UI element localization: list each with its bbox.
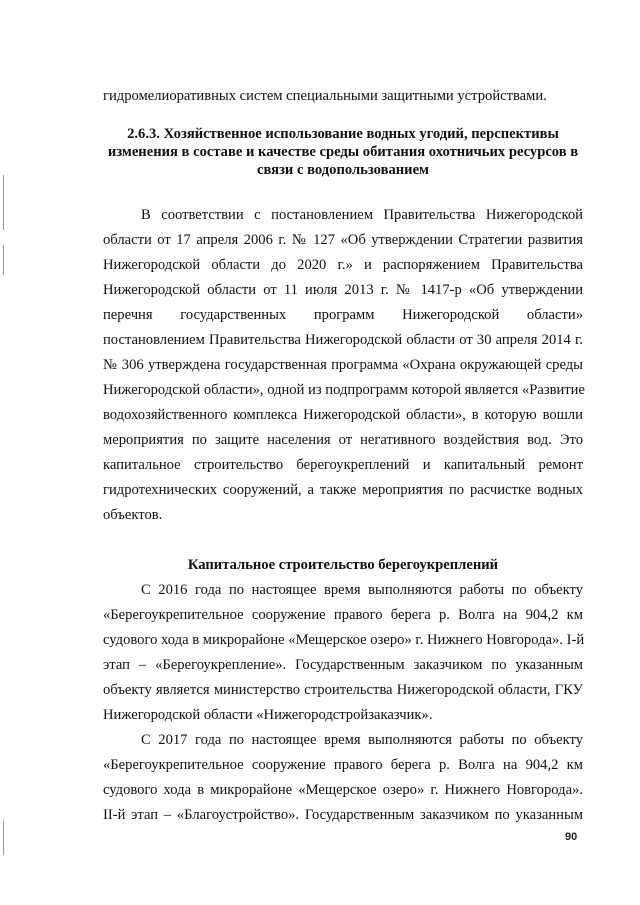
paragraph-line: № 306 утверждена государственная программа «Охрана окружающей среды — [103, 357, 583, 373]
paragraph-line: гидротехнических сооружений, а также мероприятия по расчистке водных — [103, 482, 583, 498]
section-heading-line: изменения в составе и качестве среды обитания охотничьих ресурсов в — [107, 144, 579, 160]
scan-edge-mark — [3, 820, 4, 855]
paragraph-line: Нижегородской области от 11 июля 2013 г. № 1417-р «Об утверждении — [103, 282, 583, 298]
paragraph-line: Нижегородской области», одной из подпрограмм которой является «Развитие — [103, 382, 585, 398]
paragraph-line: II-й этап – «Благоустройство». Государственным заказчиком по указанным — [103, 807, 583, 823]
paragraph-line: области от 17 апреля 2006 г. № 127 «Об утверждении Стратегии развития — [103, 232, 583, 248]
paragraph-line: «Берегоукрепительное сооружение правого берега р. Волга на 904,2 км — [103, 607, 583, 623]
scan-edge-mark — [3, 245, 4, 275]
scan-edge-mark — [3, 175, 4, 230]
paragraph-line: постановлением Правительства Нижегородской области от 30 апреля 2014 г. — [103, 332, 583, 348]
paragraph-line: С 2017 года по настоящее время выполняются работы по объекту — [141, 732, 583, 748]
paragraph-line: С 2016 года по настоящее время выполняются работы по объекту — [141, 582, 583, 598]
paragraph-line: этап – «Берегоукрепление». Государственным заказчиком по указанным — [103, 657, 583, 673]
page-number: 90 — [565, 831, 578, 843]
subheading: Капитальное строительство берегоукреплений — [187, 557, 499, 573]
paragraph-line: «Берегоукрепительное сооружение правого берега р. Волга на 904,2 км — [103, 757, 583, 773]
paragraph-line: объекту является министерство строительства Нижегородской области, ГКУ — [103, 682, 583, 698]
paragraph-line: Нижегородской области «Нижегородстройзаказчик». — [103, 707, 433, 723]
paragraph-line: В соответствии с постановлением Правительства Нижегородской — [141, 207, 583, 223]
paragraph-line: судового хода в микрорайоне «Мещерское озеро» г. Нижнего Новгорода». I-й — [103, 632, 585, 648]
paragraph-line: Нижегородской области до 2020 г.» и распоряжением Правительства — [103, 257, 583, 273]
paragraph-line: судового хода в микрорайоне «Мещерское озеро» г. Нижнего Новгорода». — [103, 782, 583, 798]
paragraph-line: водохозяйственного комплекса Нижегородской области», в которую вошли — [103, 407, 583, 423]
paragraph-line: капитальное строительство берегоукреплений и капитальный ремонт — [103, 457, 583, 473]
paragraph-line: мероприятия по защите населения от негативного воздействия вод. Это — [103, 432, 583, 448]
paragraph-line: объектов. — [103, 507, 163, 523]
paragraph-line: перечня государственных программ Нижегородской области» — [103, 307, 583, 323]
section-heading-line: 2.6.3. Хозяйственное использование водных угодий, перспективы — [127, 126, 559, 142]
section-heading-line: связи с водопользованием — [257, 162, 429, 178]
opening-line: гидромелиоративных систем специальными защитными устройствами. — [103, 88, 547, 104]
